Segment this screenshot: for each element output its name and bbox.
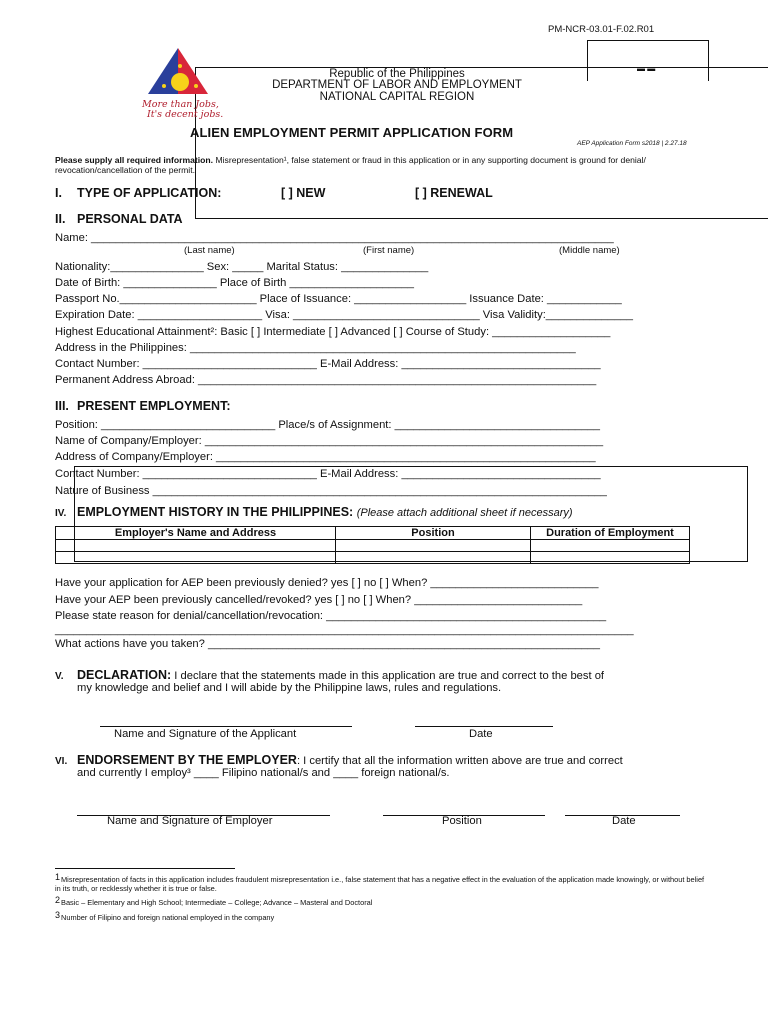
employment-history-table (55, 526, 690, 564)
header-duration: Duration of Employment (531, 527, 690, 540)
address-abroad-line[interactable]: Permanent Address Abroad: ________________________________________________________________ (55, 374, 597, 386)
table-row[interactable] (56, 540, 690, 552)
name-field[interactable]: Name: ____________________________________________________________________________________ (55, 232, 614, 244)
contact-line[interactable]: Contact Number: ____________________________ E-Mail Address: ________________________________ (55, 358, 601, 370)
position-line[interactable]: Position: ____________________________ Place/s of Assignment: _________________________________ (55, 419, 600, 431)
company-address-line[interactable]: Address of Company/Employer: _____________________________________________________________ (55, 451, 596, 463)
question-denied[interactable]: Have your application for AEP been previously denied? yes [ ] no [ ] When? ___________________________ (55, 577, 599, 589)
table-cell[interactable] (56, 540, 336, 552)
document-code: PM-NCR-03.01-F.02.R01 (548, 24, 655, 35)
checkbox-new[interactable]: [ ] NEW (281, 186, 326, 200)
header-line-3: NATIONAL CAPITAL REGION (319, 91, 475, 103)
header-employer: Employer's Name and Address (56, 527, 336, 540)
employer-signature-label: Name and Signature of Employer (107, 815, 273, 827)
table-cell[interactable] (531, 552, 690, 564)
form-title: ALIEN EMPLOYMENT PERMIT APPLICATION FORM (190, 125, 514, 140)
footnote-2: $^2$Basic – Elementary and High School; Intermediate – College; Advance – Masteral and Doctoral (55, 895, 373, 907)
passport-line[interactable]: Passport No.______________________ Place of Issuance: __________________ Issuance Date: ____________ (55, 293, 622, 305)
footnote-divider (55, 868, 235, 869)
employer-date-label: Date (612, 815, 636, 827)
section-present-employment: III. PRESENT EMPLOYMENT: (55, 399, 231, 413)
table-cell[interactable] (56, 552, 336, 564)
nationality-line[interactable]: Nationality:_______________ Sex: _____ Marital Status: ______________ (55, 261, 429, 273)
table-header-row (56, 527, 690, 540)
middle-name-label: (Middle name) (559, 245, 620, 256)
box-fragment: ▬ ▬ (637, 64, 656, 73)
applicant-signature-line[interactable] (100, 726, 352, 727)
table-cell[interactable] (531, 540, 690, 552)
header-position: Position (336, 527, 531, 540)
notice: Please supply all required information. Misrepresentation¹, false statement or fraud in this application or in any supporting document is ground for denial/ revocation/cancellation of the permit. (55, 155, 646, 175)
table-cell[interactable] (336, 552, 531, 564)
company-contact-line[interactable]: Contact Number: ____________________________ E-Mail Address: ________________________________ (55, 468, 601, 480)
company-name-line[interactable]: Name of Company/Employer: ________________________________________________________________ (55, 435, 604, 447)
checkbox-renewal[interactable]: [ ] RENEWAL (415, 186, 493, 200)
section-endorsement: VI. ENDORSEMENT BY THE EMPLOYER: I certify that all the information written above are true and correct (55, 753, 623, 767)
logo-tagline: More than Jobs, It's decent jobs. (142, 99, 224, 120)
employer-position-label: Position (442, 815, 482, 827)
birth-line[interactable]: Date of Birth: _______________ Place of Birth ____________________ (55, 277, 414, 289)
footnote-3: $^3$Number of Filipino and foreign national employed in the company (55, 910, 275, 922)
applicant-date-line[interactable] (415, 726, 553, 727)
section-declaration: V. DECLARATION: I declare that the statements made in this application are true and correct to the best of (55, 668, 605, 682)
question-revoked[interactable]: Have your AEP been previously cancelled/revoked? yes [ ] no [ ] When? ___________________________ (55, 594, 583, 606)
first-name-label: (First name) (363, 245, 415, 256)
applicant-signature-label: Name and Signature of the Applicant (114, 728, 297, 740)
table-row[interactable] (56, 552, 690, 564)
expiry-line[interactable]: Expiration Date: ____________________ Visa: ______________________________ Visa Validity:______________ (55, 309, 633, 321)
question-reason-continued[interactable]: _____________________________________________________________________________________________ (55, 624, 634, 636)
last-name-label: (Last name) (184, 245, 235, 256)
question-reason[interactable]: Please state reason for denial/cancellation/revocation: _____________________________________________ (55, 610, 607, 622)
header-line-2: DEPARTMENT OF LABOR AND EMPLOYMENT (272, 79, 522, 91)
question-actions[interactable]: What actions have you taken? _______________________________________________________________ (55, 638, 600, 650)
declaration-text-2: my knowledge and belief and I will abide by the Philippine laws, rules and regulations. (77, 682, 502, 694)
endorsement-text-2: and currently I employ³ ____ Filipino national/s and ____ foreign national/s. (77, 767, 450, 779)
applicant-date-label: Date (469, 728, 493, 740)
footnote-1: $^1$Misrepresentation of facts in this application includes fraudulent misrepresentation i.e., false statement that has a negative effect in the evaluation of the application made knowingly, or without belief in its truth, or recklessly whether it is true or false. (55, 872, 705, 893)
section-employment-history: IV. EMPLOYMENT HISTORY IN THE PHILIPPINES: (Please attach additional sheet if necessary) (55, 505, 573, 519)
section-type-of-application: I. TYPE OF APPLICATION: (55, 186, 222, 200)
header-line-1: Republic of the Philippines (329, 68, 465, 80)
table-cell[interactable] (336, 540, 531, 552)
section-personal-data: II. PERSONAL DATA (55, 212, 183, 226)
form-version: AEP Application Form s2018 | 2.27.18 (577, 140, 687, 147)
business-nature-line[interactable]: Nature of Business _________________________________________________________________________ (55, 485, 607, 497)
education-line[interactable]: Highest Educational Attainment²: Basic [ ] Intermediate [ ] Advanced [ ] Course of Study: ___________________ (55, 326, 611, 338)
address-philippines-line[interactable]: Address in the Philippines: ______________________________________________________________ (55, 342, 576, 354)
